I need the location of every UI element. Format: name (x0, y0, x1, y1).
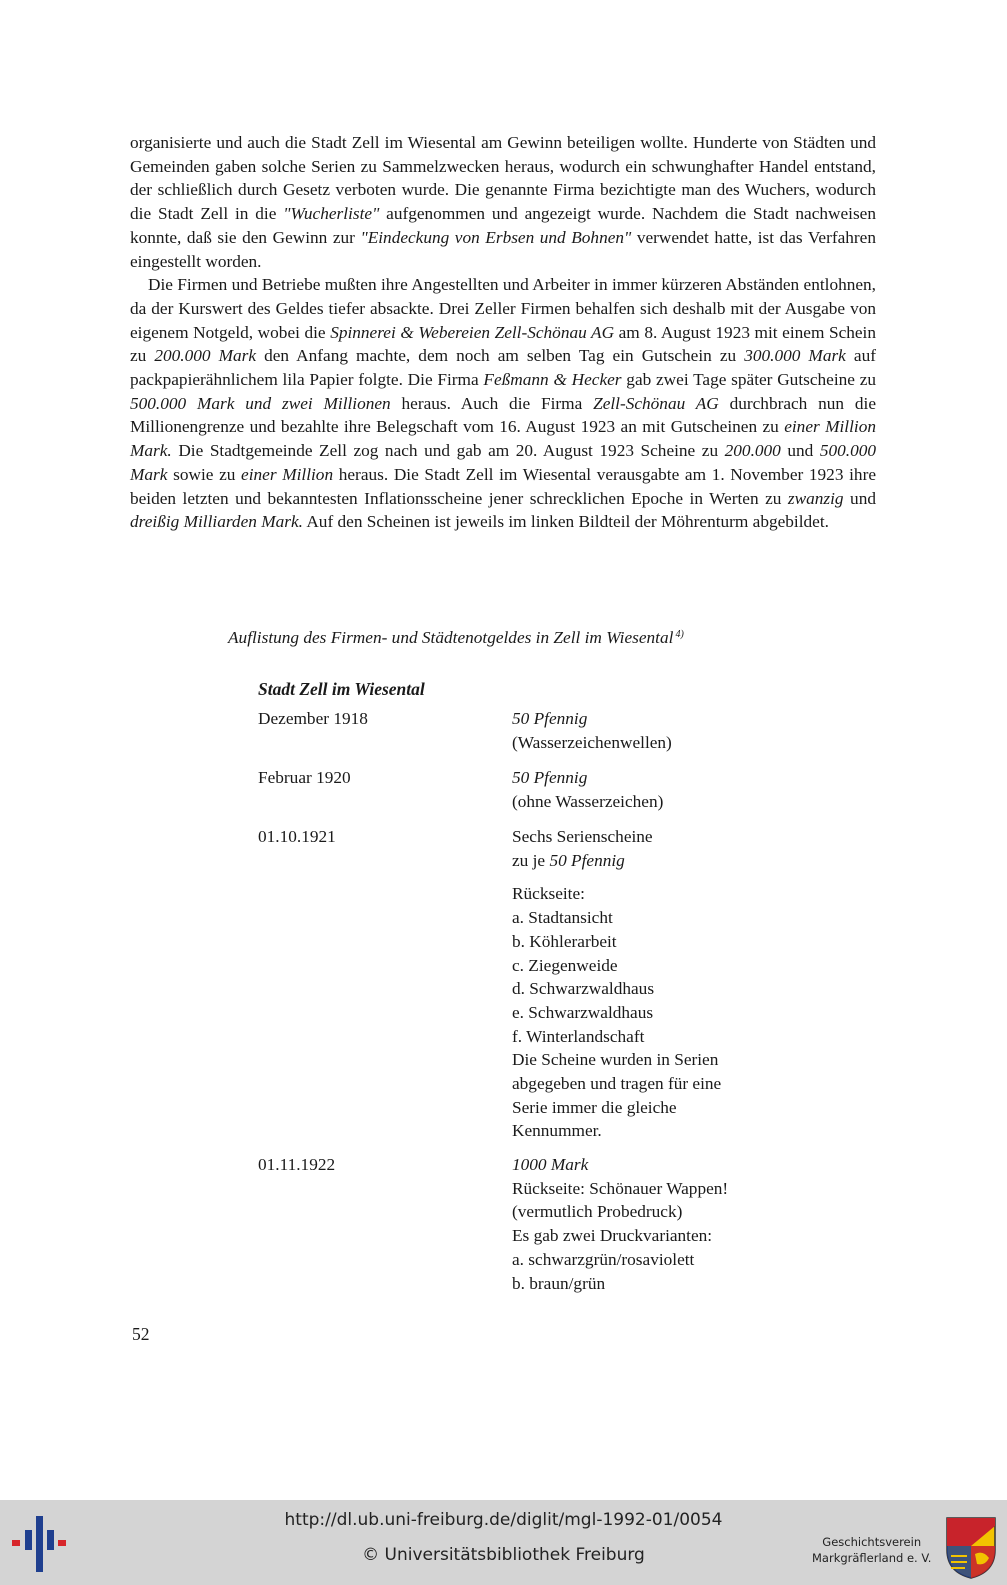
text-run: Sechs Serienscheine (512, 827, 653, 846)
text-run: Serie immer die gleiche (512, 1097, 677, 1117)
url-text[interactable]: http://dl.ub.uni-freiburg.de/diglit/mgl-1992-01/0054 (284, 1510, 723, 1530)
table-caption (228, 628, 684, 648)
footnote-marker: 4) (675, 629, 684, 640)
emphasis-text: 500.000 Mark (130, 441, 877, 484)
emphasis-text: 300.000 Mark (744, 346, 846, 366)
text-run: b. Köhlerarbeit (512, 931, 617, 951)
text-run: Die Scheine wurden in Serien (512, 1050, 719, 1070)
footer-copyright: © Universitätsbibliothek Freiburg (362, 1545, 645, 1565)
description-line (512, 1025, 792, 1049)
text-run: abgegeben und tragen für eine (512, 1074, 722, 1094)
description-line (512, 1200, 792, 1224)
emphasis-text: Feßmann & Hecker (483, 370, 622, 390)
text-run: Rückseite: Schönauer Wappen! (512, 1178, 729, 1198)
text-run: Die Stadtgemeinde Zell zog nach und gab am 20. August 1923 Scheine zu (171, 441, 725, 461)
footer-url[interactable] (0, 1510, 1007, 1530)
emphasis-text: 1000 Mark (512, 1155, 589, 1174)
emphasis-text: 50 Pfennig (549, 850, 625, 870)
description-line (512, 1224, 792, 1248)
text-run: zu je (512, 850, 550, 870)
text-run: durchbrach nun die Millionengrenze und bezahlte ihre Belegschaft vom 16. August 1923 an mit Gutscheinen zu (130, 393, 876, 437)
description-line (512, 790, 792, 814)
text-run: auf packpapierähnlichem lila Papier folgte. Die Firma (130, 346, 876, 390)
entry-date: Dezember 1918 (258, 709, 368, 728)
emphasis-text: zwanzig (787, 488, 844, 508)
emphasis-text: 500.000 Mark und zwei Millionen (130, 393, 391, 413)
entry-description (512, 766, 792, 813)
description-line (512, 1048, 792, 1072)
text-run: verwendet hatte, ist das Verfahren eingestellt worden. (130, 227, 876, 271)
text-run: heraus. Die Stadt Zell im Wiesental verausgabte am 1. November 1923 ihre beiden letzten und bekanntesten Inflationsscheine jener schrecklichen Epoche in Werten zu (130, 464, 876, 508)
description-line (512, 1272, 792, 1296)
emphasis-text: 50 Pfennig (512, 709, 588, 728)
text-run: Kennummer. (512, 1121, 602, 1141)
entry-date: 01.10.1921 (258, 827, 336, 846)
entry-description (512, 1153, 792, 1295)
description-line (512, 1119, 792, 1143)
paragraph (130, 131, 876, 273)
society-name (812, 1534, 931, 1566)
paragraph (130, 273, 876, 534)
page-number: 52 (132, 1324, 150, 1344)
text-run: e. Schwarzwaldhaus (512, 1002, 654, 1022)
description-line (512, 906, 792, 930)
text-run: b. braun/grün (512, 1273, 606, 1293)
emphasis-text: 200.000 (724, 441, 781, 461)
description-line (512, 1153, 792, 1177)
text-run: heraus. Auch die Firma (390, 393, 594, 413)
body-text (130, 131, 876, 534)
emphasis-text: 200.000 Mark (154, 346, 257, 366)
text-run: d. Schwarzwaldhaus (512, 979, 655, 999)
entry-description (512, 707, 792, 754)
text-run: Auf den Scheinen ist jeweils im linken Bildteil der Möhrenturm abgebildet. (302, 512, 829, 532)
text-run: c. Ziegenweide (512, 955, 618, 975)
text-run: a. Stadtansicht (512, 908, 613, 928)
emphasis-text: einer Million (241, 464, 334, 484)
emphasis-text: "Wucherliste" (283, 204, 380, 224)
description-line (512, 731, 792, 755)
entry-description (512, 825, 792, 1143)
description-line (512, 882, 792, 906)
text-run: (ohne Wasserzeichen) (512, 791, 664, 811)
text-run: Es gab zwei Druckvarianten: (512, 1226, 713, 1246)
description-line (512, 1001, 792, 1025)
footer-bar (0, 1500, 1007, 1585)
section-title: Stadt Zell im Wiesental (258, 679, 425, 699)
description-line (512, 1248, 792, 1272)
text-run: und (780, 441, 820, 461)
description-line (512, 872, 792, 882)
text-run: (vermutlich Probedruck) (512, 1202, 683, 1222)
description-line (512, 1177, 792, 1201)
emphasis-text: "Eindeckung von Erbsen und Bohnen" (360, 227, 632, 247)
text-run: Rückseite: (512, 884, 585, 904)
coat-of-arms-icon (945, 1516, 997, 1580)
text-run: sowie zu (167, 464, 242, 484)
description-line (512, 766, 792, 790)
description-line (512, 930, 792, 954)
society-line-2: Markgräflerland e. V. (812, 1551, 932, 1565)
text-run: f. Winterlandschaft (512, 1026, 645, 1046)
caption-text: Auflistung des Firmen- und Städtenotgeldes in Zell im Wiesental (228, 628, 674, 647)
emphasis-text: einer Million Mark. (130, 417, 876, 461)
text-run: Die Firmen und Betriebe mußten ihre Angestellten und Arbeiter in immer kürzeren Abständen entlohnen, da der Kurswert des Geldes tiefer absackte. Drei Zeller Firmen behalfen sich deshalb mit der Ausgabe von eigenem Notgeld, wobei die (130, 275, 876, 342)
description-line (512, 954, 792, 978)
text-run: am 8. August 1923 mit einem Schein zu (130, 322, 876, 366)
description-line (512, 825, 792, 849)
text-run: a. schwarzgrün/rosaviolett (512, 1249, 695, 1269)
entry-date: 01.11.1922 (258, 1155, 336, 1174)
emphasis-text: dreißig Milliarden Mark. (130, 512, 303, 532)
text-run: gab zwei Tage später Gutscheine zu (621, 370, 877, 390)
description-line (512, 977, 792, 1001)
text-run: aufgenommen und angezeigt wurde. Nachdem die Stadt nachweisen konnte, daß sie den Gewinn zur (130, 204, 876, 247)
emphasis-text: 50 Pfennig (512, 768, 588, 787)
text-run: organisierte und auch die Stadt Zell im Wiesental am Gewinn beteiligen wollte. Hunderte von Städten und Gemeinden gaben solche Serien zu Sammelzwecken heraus, wodurch ein schwunghafter Handel entstand, der schließlich durch Gesetz verboten wurde. Die genannte Firma bezichtigte man des Wuchers, wodurch die Stadt Zell in die (130, 133, 876, 224)
society-line-1: Geschichtsverein (822, 1535, 922, 1549)
text-run: den Anfang machte, dem noch am selben Tag ein Gutschein zu (256, 346, 745, 366)
text-run: und (843, 488, 876, 508)
entry-date: Februar 1920 (258, 768, 351, 787)
description-line (512, 1096, 792, 1120)
text-run: (Wasserzeichenwellen) (512, 732, 672, 752)
emphasis-text: Spinnerei & Webereien Zell-Schönau AG (330, 322, 615, 342)
description-line (512, 707, 792, 731)
emphasis-text: Zell-Schönau AG (593, 393, 719, 413)
description-line (512, 1072, 792, 1096)
description-line (512, 849, 792, 873)
